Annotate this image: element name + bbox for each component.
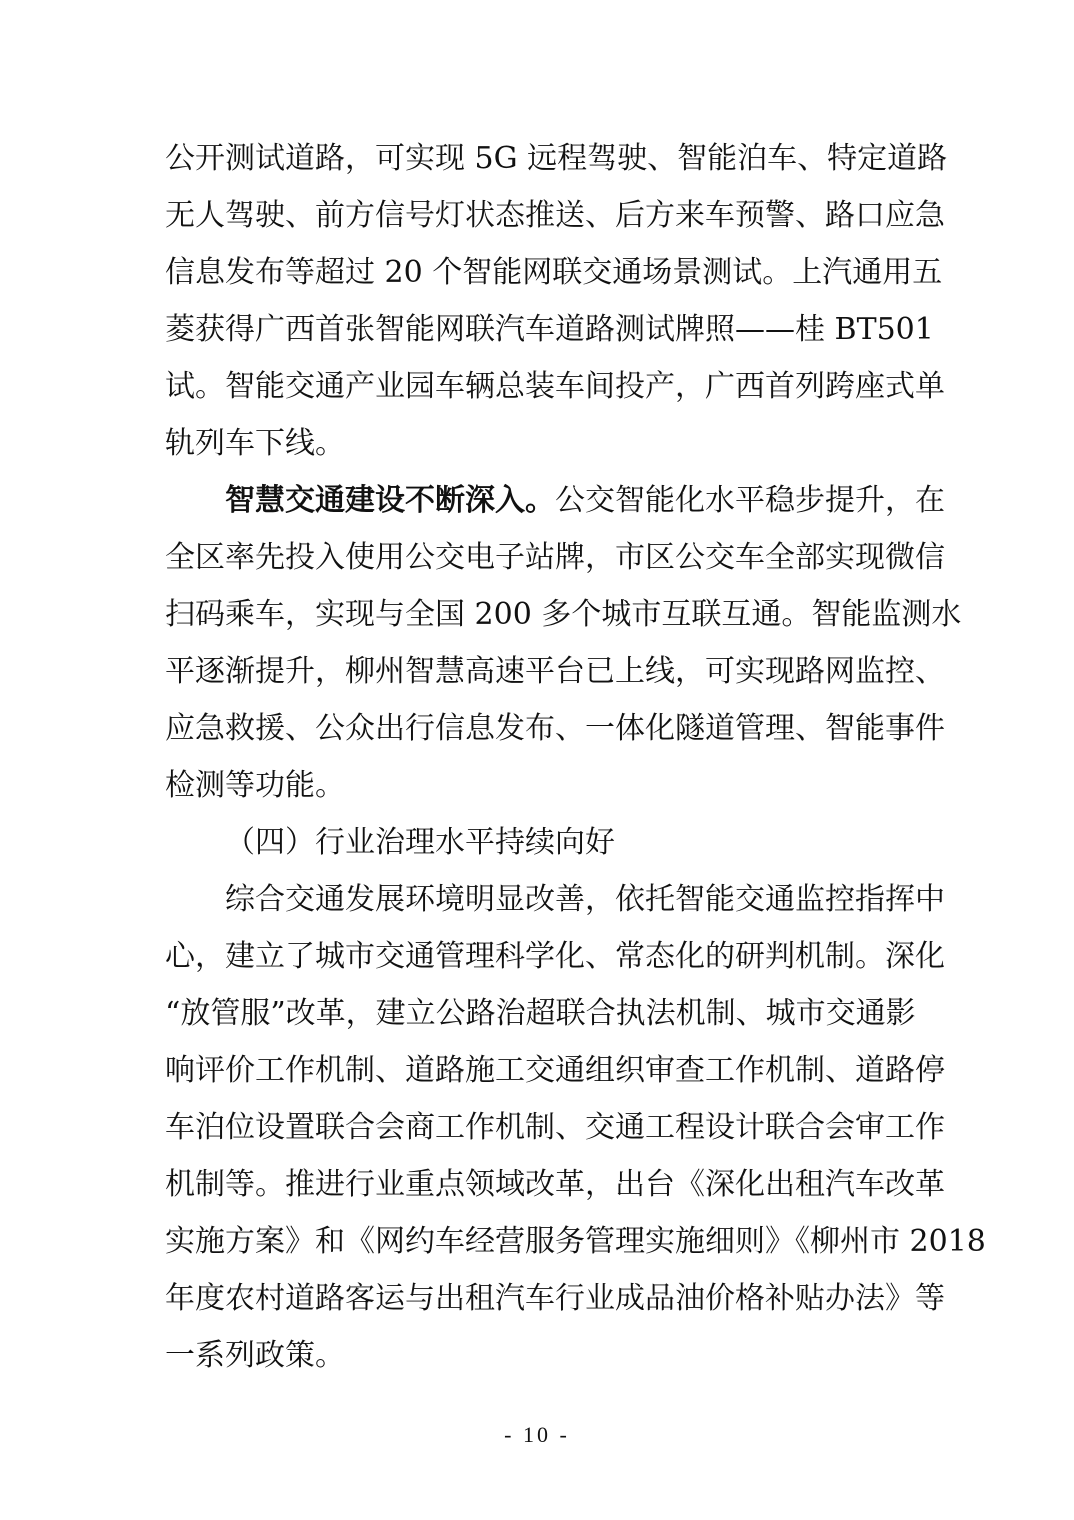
paragraph-line: 平逐渐提升，柳州智慧高速平台已上线，可实现路网监控、 [165,654,945,689]
section-heading: （四）行业治理水平持续向好 [225,825,615,860]
paragraph-line-rest: 公交智能化水平稳步提升，在 [555,483,945,518]
paragraph-line: 心，建立了城市交通管理科学化、常态化的研判机制。深化 [165,939,945,974]
paragraph-line: 扫码乘车，实现与全国 200 多个城市互联互通。智能监测水 [165,597,962,632]
paragraph-line: “放管服”改革，建立公路治超联合执法机制、城市交通影 [165,996,916,1031]
paragraph-line: 一系列政策。 [165,1338,345,1373]
paragraph-line: 响评价工作机制、道路施工交通组织审查工作机制、道路停 [165,1053,945,1088]
paragraph-line: 信息发布等超过 20 个智能网联交通场景测试。上汽通用五 [165,255,943,290]
paragraph-line: 车泊位设置联合会商工作机制、交通工程设计联合会审工作 [165,1110,945,1145]
paragraph-line: 公开测试道路，可实现 5G 远程驾驶、智能泊车、特定道路 [165,141,948,176]
paragraph-line: 实施方案》和《网约车经营服务管理实施细则》《柳州市 2018 [165,1224,986,1259]
page-number: - 10 - [504,1422,570,1447]
paragraph-line: 无人驾驶、前方信号灯状态推送、后方来车预警、路口应急 [165,198,945,233]
paragraph-line: 年度农村道路客运与出租汽车行业成品油价格补贴办法》等 [165,1281,945,1316]
paragraph-line: 菱获得广西首张智能网联汽车道路测试牌照——桂 BT501 [165,312,934,347]
paragraph-line: 机制等。推进行业重点领域改革，出台《深化出租汽车改革 [165,1167,945,1202]
paragraph-line: 试。智能交通产业园车辆总装车间投产，广西首列跨座式单 [165,369,945,404]
paragraph-line: 全区率先投入使用公交电子站牌，市区公交车全部实现微信 [165,540,945,575]
paragraph-line: 轨列车下线。 [165,426,345,461]
paragraph-first-line [225,481,945,521]
paragraph-first-line: 综合交通发展环境明显改善，依托智能交通监控指挥中 [225,882,945,917]
paragraph-line: 应急救援、公众出行信息发布、一体化隧道管理、智能事件 [165,711,945,746]
paragraph-line: 检测等功能。 [165,768,345,803]
bold-lead-sentence: 智慧交通建设不断深入。 [225,483,555,518]
